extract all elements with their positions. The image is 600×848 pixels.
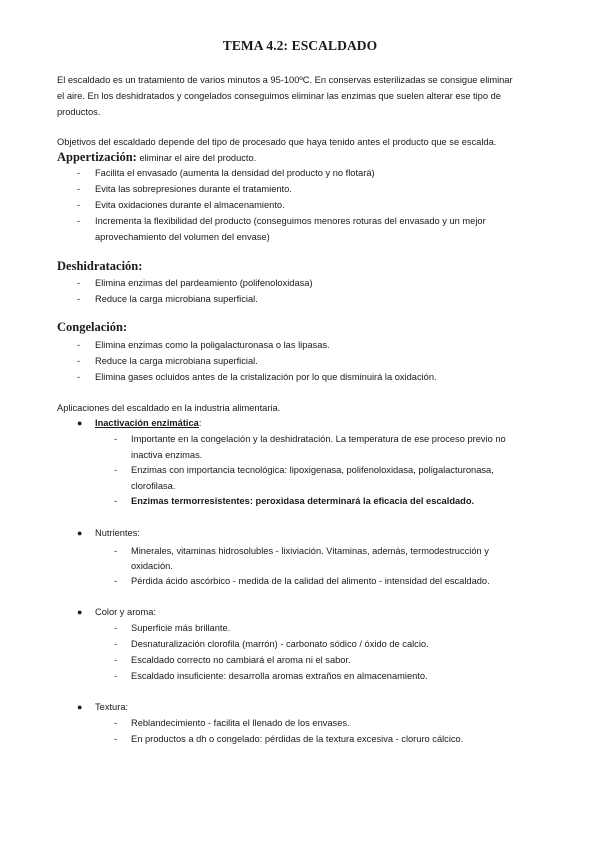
dash-marker: - (77, 356, 81, 366)
intro-line-3: productos. (57, 107, 101, 117)
applications-line: Aplicaciones del escaldado en la industria alimentaria. (57, 403, 281, 413)
texture-label: Textura: (95, 702, 129, 712)
color-item-2: Desnaturalización clorofila (marrón) - carbonato sódico / óxido de calcio. (131, 639, 429, 649)
appertization-item-2: Evita las sobrepresiones durante el tratamiento. (95, 184, 292, 194)
dehydration-heading: Deshidratación: (57, 259, 143, 273)
nutrients-item-1: Minerales, vitaminas hidrosolubles - lixiviación. Vitaminas, además, termodestrucción y (131, 546, 489, 556)
appertization-heading-row (57, 148, 256, 167)
enzymatic-label-row (95, 416, 201, 432)
appertization-item-4-cont: aprovechamiento del volumen del envase) (95, 232, 270, 242)
color-item-4: Escaldado insuficiente: desarrolla aromas extraños en almacenamiento. (131, 671, 428, 681)
dash-marker: - (114, 671, 118, 681)
freezing-heading: Congelación: (57, 320, 128, 334)
objectives-line: Objetivos del escaldado depende del tipo de procesado que haya tenido antes el producto que se escalda. (57, 137, 497, 147)
nutrients-item-2: Pérdida ácido ascórbico - medida de la calidad del alimento - intensidad del escaldado. (131, 576, 490, 586)
intro-line-2: el aire. En los deshidratados y congelados conseguimos eliminar las enzimas que suelen alterar ese tipo de (57, 91, 501, 101)
dash-marker: - (77, 340, 81, 350)
texture-item-2: En productos a dh o congelado: pérdidas de la textura excesiva - cloruro cálcico. (131, 734, 464, 744)
dash-marker: - (77, 294, 81, 304)
dash-marker: - (114, 546, 118, 556)
appertization-heading: Appertización: (57, 150, 137, 164)
dash-marker: - (114, 465, 118, 475)
color-item-3: Escaldado correcto no cambiará el aroma ni el sabor. (131, 655, 351, 665)
freezing-item-2: Reduce la carga microbiana superficial. (95, 356, 258, 366)
nutrients-label: Nutrientes: (95, 528, 140, 538)
dash-marker: - (114, 576, 118, 586)
dash-marker: - (77, 278, 81, 288)
dehydration-item-1: Elimina enzimas del pardeamiento (polifenoloxidasa) (95, 278, 313, 288)
enzymatic-item-3: Enzimas termorresistentes: peroxidasa determinará la eficacia del escaldado. (131, 496, 475, 506)
bullet-marker: ● (77, 607, 83, 617)
appertization-item-1: Facilita el envasado (aumenta la densidad del producto y no flotará) (95, 168, 375, 178)
dash-marker: - (77, 168, 81, 178)
enzymatic-item-2-cont: clorofilasa. (131, 481, 176, 491)
dash-marker: - (77, 200, 81, 210)
dehydration-item-2: Reduce la carga microbiana superficial. (95, 294, 258, 304)
bullet-marker: ● (77, 418, 83, 428)
dash-marker: - (114, 623, 118, 633)
enzymatic-label: Inactivación enzimática (95, 418, 199, 428)
dash-marker: - (114, 718, 118, 728)
dash-marker: - (114, 734, 118, 744)
appertization-inline: eliminar el aire del producto. (136, 153, 257, 163)
bullet-marker: ● (77, 702, 83, 712)
appertization-item-4: Incrementa la flexibilidad del producto (conseguimos menores roturas del envasado y un mejor (95, 216, 486, 226)
color-item-1: Superficie más brillante. (131, 623, 231, 633)
dash-marker: - (114, 496, 118, 506)
enzymatic-item-1-cont: inactiva enzimas. (131, 450, 203, 460)
enzymatic-item-2: Enzimas con importancia tecnológica: lipoxigenasa, polifenoloxidasa, poligalacturonasa, (131, 465, 494, 475)
freezing-item-1: Elimina enzimas como la poligalacturonasa o las lipasas. (95, 340, 330, 350)
freezing-item-3: Elimina gases ocluidos antes de la cristalización por lo que disminuirá la oxidación. (95, 372, 437, 382)
bullet-marker: ● (77, 528, 83, 538)
page-title: TEMA 4.2: ESCALDADO (222, 38, 378, 53)
texture-item-1: Reblandecimiento - facilita el llenado de los envases. (131, 718, 350, 728)
nutrients-item-1-cont: oxidación. (131, 561, 173, 571)
dash-marker: - (77, 372, 81, 382)
dash-marker: - (114, 655, 118, 665)
color-label: Color y aroma: (95, 607, 156, 617)
appertization-item-3: Evita oxidaciones durante el almacenamiento. (95, 200, 285, 210)
dash-marker: - (114, 434, 118, 444)
dash-marker: - (77, 216, 81, 226)
dash-marker: - (77, 184, 81, 194)
intro-line-1: El escaldado es un tratamiento de varios minutos a 95-100ºC. En conservas esterilizadas se consigue eliminar (57, 75, 513, 85)
enzymatic-item-1: Importante en la congelación y la deshidratación. La temperatura de ese proceso previo no (131, 434, 506, 444)
dash-marker: - (114, 639, 118, 649)
enzymatic-colon: : (198, 418, 202, 428)
